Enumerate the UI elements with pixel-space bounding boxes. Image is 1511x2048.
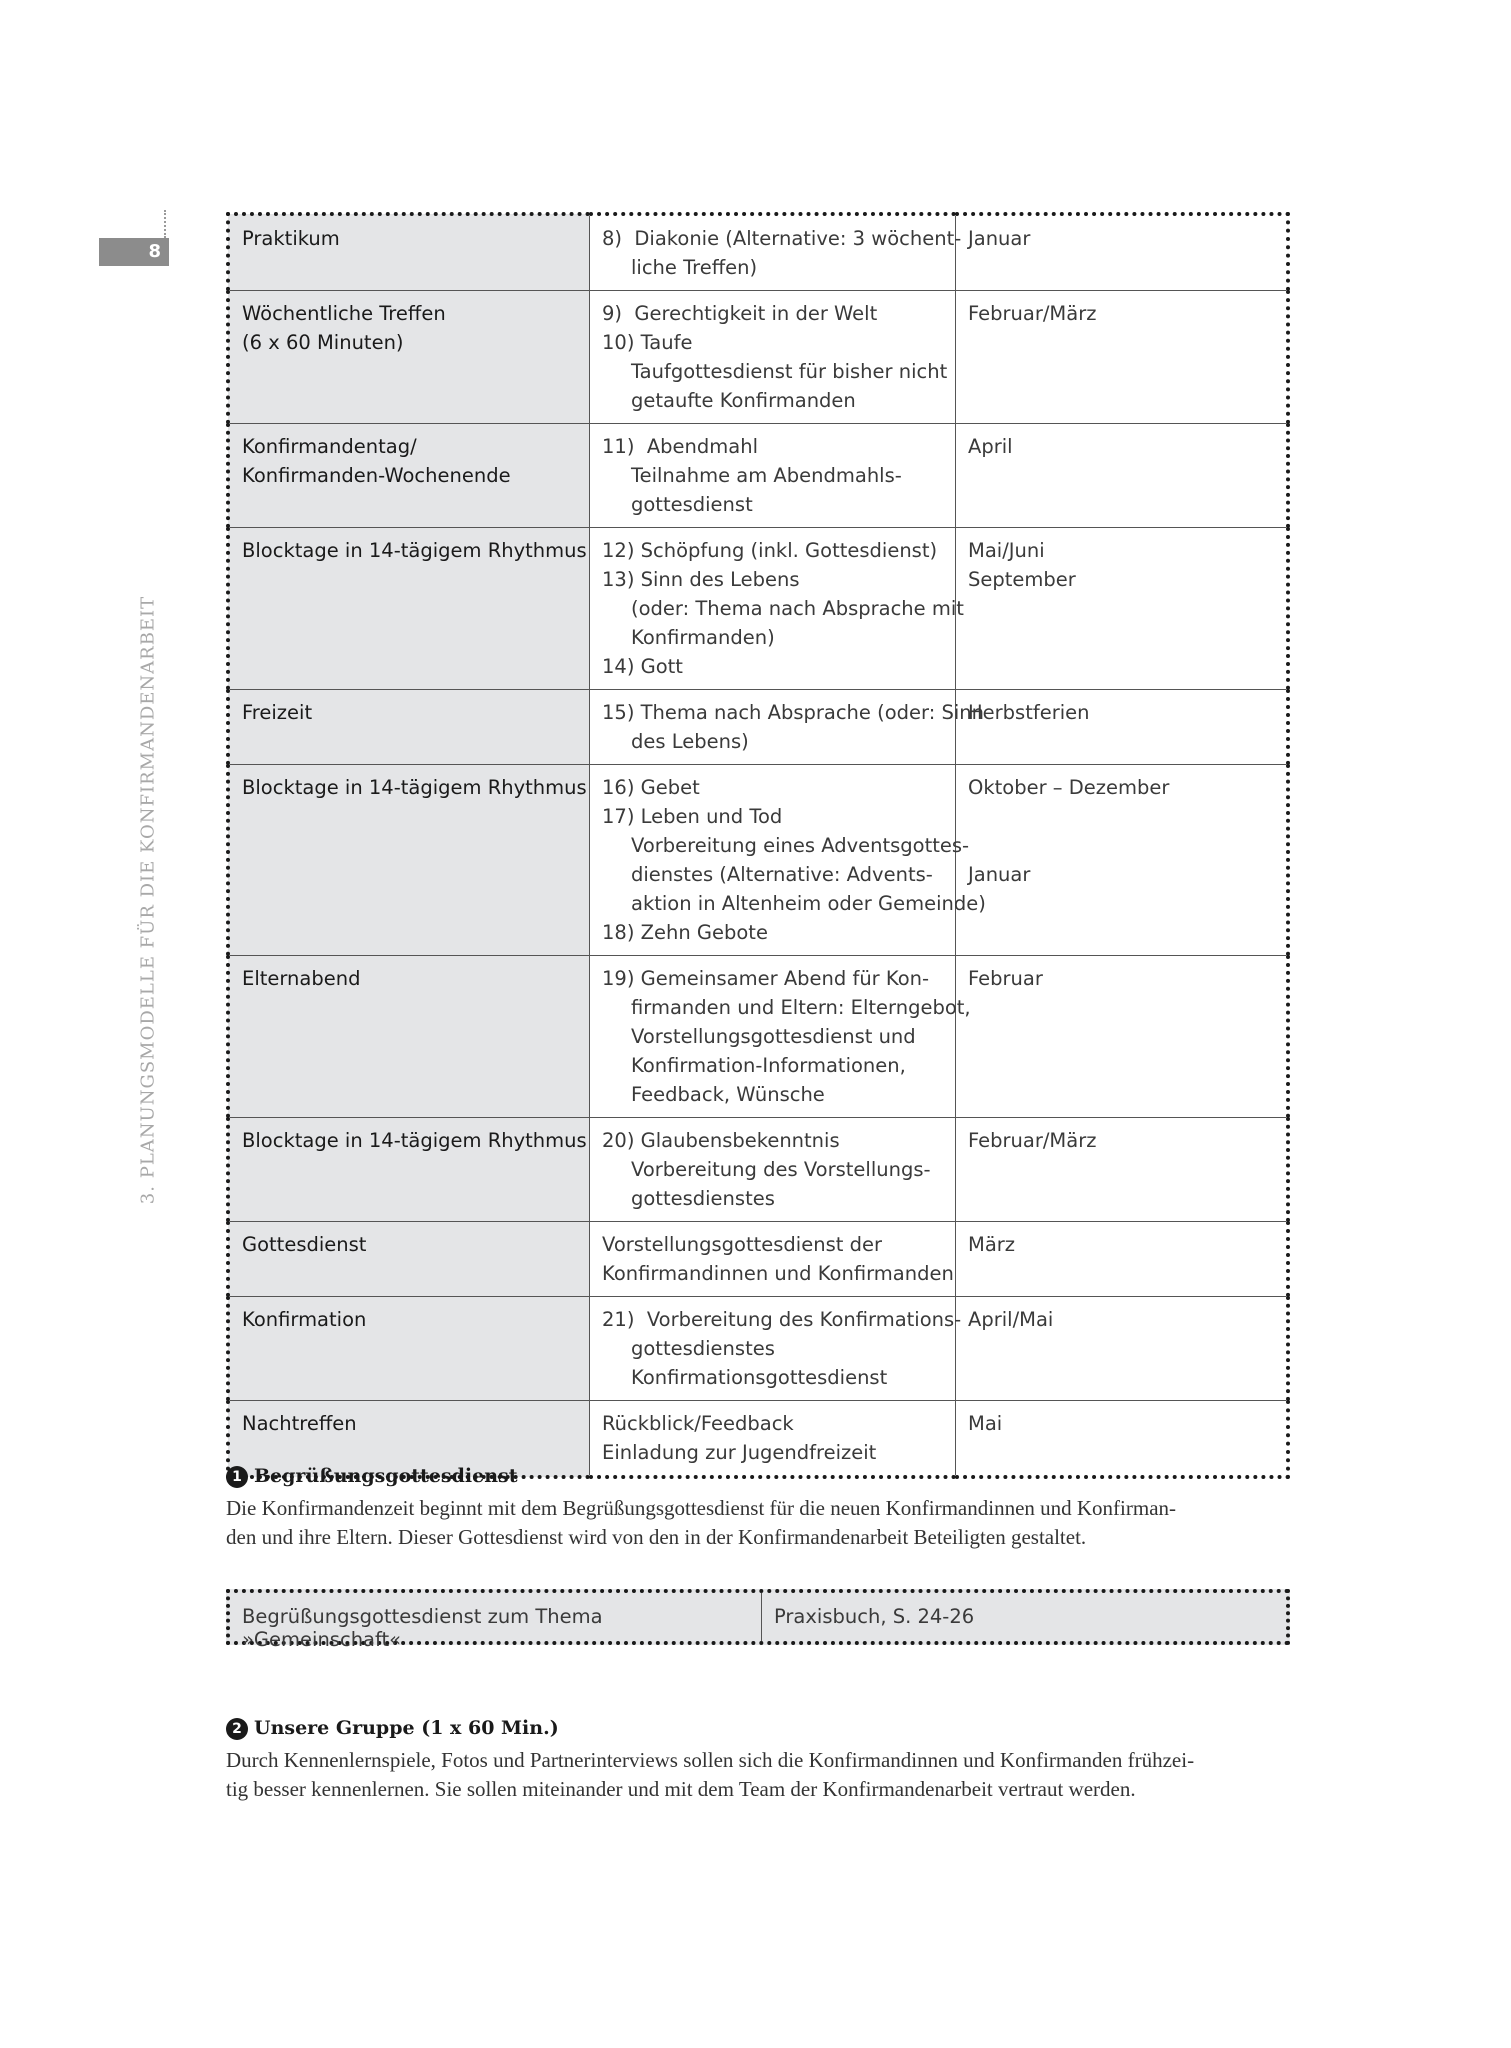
topic-line: 15) Thema nach Absprache (oder: Sinn xyxy=(602,701,984,724)
activity-label: Konfirmanden-Wochenende xyxy=(242,464,511,487)
topic-line: getaufte Konfirmanden xyxy=(631,389,856,412)
section-1-heading xyxy=(226,1465,517,1488)
table-row xyxy=(228,1118,1288,1222)
topic-line: Teilnahme am Abendmahls- xyxy=(631,464,902,487)
planning-table xyxy=(226,212,1290,1479)
activity-cell xyxy=(228,956,590,1118)
activity-label: (6 x 60 Minuten) xyxy=(242,331,404,354)
date-cell xyxy=(956,424,1289,528)
topic-cell xyxy=(590,1297,962,1401)
activity-cell xyxy=(228,291,590,424)
topic-line: gottesdienstes xyxy=(631,1187,775,1210)
date-label: April xyxy=(968,435,1013,458)
activity-label: Wöchentliche Treffen xyxy=(242,302,446,325)
table-row xyxy=(228,1297,1288,1401)
activity-label: Blocktage in 14-tägigem Rhythmus xyxy=(242,1129,587,1152)
activity-label: Praktikum xyxy=(242,227,340,250)
date-cell xyxy=(956,1222,1289,1297)
date-cell xyxy=(956,1118,1289,1222)
table-row xyxy=(228,214,1288,291)
topic-line: firmanden und Eltern: Elterngebot, xyxy=(631,996,971,1019)
date-cell xyxy=(956,690,1289,765)
topic-line: Rückblick/Feedback xyxy=(602,1412,794,1435)
date-cell xyxy=(956,1297,1289,1401)
activity-label: Elternabend xyxy=(242,967,361,990)
table-row xyxy=(228,291,1288,424)
date-label xyxy=(968,802,1274,831)
table-row xyxy=(228,424,1288,528)
date-label: März xyxy=(968,1233,1016,1256)
activity-label: Konfirmation xyxy=(242,1308,367,1331)
date-cell xyxy=(956,1401,1289,1478)
topic-line: Einladung zur Jugendfreizeit xyxy=(602,1441,877,1464)
topic-line: Konfirmationsgottesdienst xyxy=(631,1366,888,1389)
planning-table-body xyxy=(228,214,1288,1477)
date-label: Oktober – Dezember xyxy=(968,776,1170,799)
date-label: Herbstferien xyxy=(968,701,1090,724)
table-row xyxy=(228,956,1288,1118)
topic-line: 17) Leben und Tod xyxy=(602,805,783,828)
topic-line: 20) Glaubensbekenntnis xyxy=(602,1129,840,1152)
activity-cell xyxy=(228,690,590,765)
topic-line: Vorbereitung eines Adventsgottes- xyxy=(631,834,970,857)
side-chapter-title: 3. PLANUNGSMODELLE FÜR DIE KONFIRMANDENARBEIT xyxy=(137,595,159,1205)
date-label: Februar xyxy=(968,967,1043,990)
topic-line: Vorbereitung des Vorstellungs- xyxy=(631,1158,931,1181)
date-label: Januar xyxy=(968,863,1031,886)
topic-line: 10) Taufe xyxy=(602,331,693,354)
table-row xyxy=(228,690,1288,765)
date-label: April/Mai xyxy=(968,1308,1054,1331)
table-row xyxy=(228,1222,1288,1297)
section-2-body xyxy=(226,1746,1290,1804)
activity-label: Nachtreffen xyxy=(242,1412,357,1435)
topic-line: gottesdienst xyxy=(631,493,753,516)
topic-line: 9) Gerechtigkeit in der Welt xyxy=(602,302,878,325)
section-2-body-line: tig besser kennenlernen. Sie sollen miteinander und mit dem Team der Konfirmandenarbeit vertraut werden. xyxy=(226,1777,1136,1801)
topic-line: 13) Sinn des Lebens xyxy=(602,568,800,591)
section-1-number-icon: 1 xyxy=(226,1466,248,1488)
topic-cell xyxy=(590,1401,956,1478)
activity-cell xyxy=(228,1297,590,1401)
activity-cell xyxy=(228,1118,590,1222)
section-1-body xyxy=(226,1494,1290,1552)
activity-cell xyxy=(228,1222,590,1297)
date-cell xyxy=(956,214,1289,291)
date-label: Mai xyxy=(968,1412,1003,1435)
topic-cell xyxy=(590,1222,956,1297)
page-number: 8 xyxy=(99,238,169,266)
topic-cell xyxy=(590,528,964,690)
topic-cell xyxy=(590,765,986,956)
topic-line: gottesdienstes xyxy=(631,1337,775,1360)
topic-line: aktion in Altenheim oder Gemeinde) xyxy=(631,892,986,915)
topic-line: liche Treffen) xyxy=(631,256,758,279)
section-2-number-icon: 2 xyxy=(226,1718,248,1740)
activity-label: Blocktage in 14-tägigem Rhythmus xyxy=(242,776,587,799)
topic-line: 11) Abendmahl xyxy=(602,435,758,458)
date-label: Mai/Juni xyxy=(968,539,1045,562)
topic-line: 21) Vorbereitung des Konfirmations- xyxy=(602,1308,962,1331)
topic-line: Konfirmation-Informationen, xyxy=(631,1054,906,1077)
table-row xyxy=(228,765,1288,956)
topic-line: dienstes (Alternative: Advents- xyxy=(631,863,933,886)
activity-label: Blocktage in 14-tägigem Rhythmus xyxy=(242,539,587,562)
date-label: Januar xyxy=(968,227,1031,250)
topic-cell xyxy=(590,690,984,765)
topic-line: 18) Zehn Gebote xyxy=(602,921,768,944)
date-cell xyxy=(956,956,1289,1118)
topic-line: 14) Gott xyxy=(602,655,683,678)
activity-cell xyxy=(228,214,590,291)
topic-line: (oder: Thema nach Absprache mit xyxy=(631,597,964,620)
topic-cell xyxy=(590,956,971,1118)
activity-cell xyxy=(228,424,590,528)
date-cell xyxy=(956,528,1289,690)
section-1-body-line: Die Konfirmandenzeit beginnt mit dem Begrüßungsgottesdienst für die neuen Konfirmandinnen und Konfirman- xyxy=(226,1496,1177,1520)
section-2-body-line: Durch Kennenlernspiele, Fotos und Partnerinterviews sollen sich die Konfirmandinnen und Konfirmanden frühzei- xyxy=(226,1748,1195,1772)
date-label: Februar/März xyxy=(968,1129,1097,1152)
topic-line: 19) Gemeinsamer Abend für Kon- xyxy=(602,967,930,990)
topic-line: Vorstellungsgottesdienst der xyxy=(602,1233,882,1256)
reference-box xyxy=(226,1589,1290,1651)
activity-cell xyxy=(228,528,590,690)
activity-cell xyxy=(228,765,590,956)
topic-cell xyxy=(590,291,956,424)
reference-title: Begrüßungsgottesdienst zum Thema »Gemeinschaft« xyxy=(230,1593,762,1641)
date-label: Februar/März xyxy=(968,302,1097,325)
topic-line: Taufgottesdienst für bisher nicht xyxy=(631,360,948,383)
topic-cell xyxy=(590,214,962,291)
topic-line: Vorstellungsgottesdienst und xyxy=(631,1025,916,1048)
section-1-body-line: den und ihre Eltern. Dieser Gottesdienst wird von den in der Konfirmandenarbeit Beteiligten gestaltet. xyxy=(226,1525,1087,1549)
table-row xyxy=(228,528,1288,690)
section-2-heading xyxy=(226,1717,559,1740)
date-cell xyxy=(956,291,1289,424)
activity-label: Konfirmandentag/ xyxy=(242,435,417,458)
topic-cell xyxy=(590,424,956,528)
topic-line: Konfirmanden) xyxy=(631,626,775,649)
date-label xyxy=(968,831,1274,860)
topic-line: Konfirmandinnen und Konfirmanden xyxy=(602,1262,954,1285)
activity-label: Freizeit xyxy=(242,701,313,724)
topic-line: des Lebens) xyxy=(631,730,749,753)
topic-line: Feedback, Wünsche xyxy=(631,1083,825,1106)
topic-line: 16) Gebet xyxy=(602,776,700,799)
reference-source: Praxisbuch, S. 24-26 xyxy=(774,1605,975,1628)
topic-line: 12) Schöpfung (inkl. Gottesdienst) xyxy=(602,539,938,562)
date-label: September xyxy=(968,568,1076,591)
activity-label: Gottesdienst xyxy=(242,1233,367,1256)
page-badge-dots xyxy=(164,210,166,238)
date-cell xyxy=(956,765,1289,956)
section-1-title: Begrüßungsgottesdienst xyxy=(254,1465,518,1487)
topic-cell xyxy=(590,1118,956,1222)
topic-line: 8) Diakonie (Alternative: 3 wöchent- xyxy=(602,227,962,250)
section-2-title: Unsere Gruppe (1 x 60 Min.) xyxy=(254,1717,559,1739)
